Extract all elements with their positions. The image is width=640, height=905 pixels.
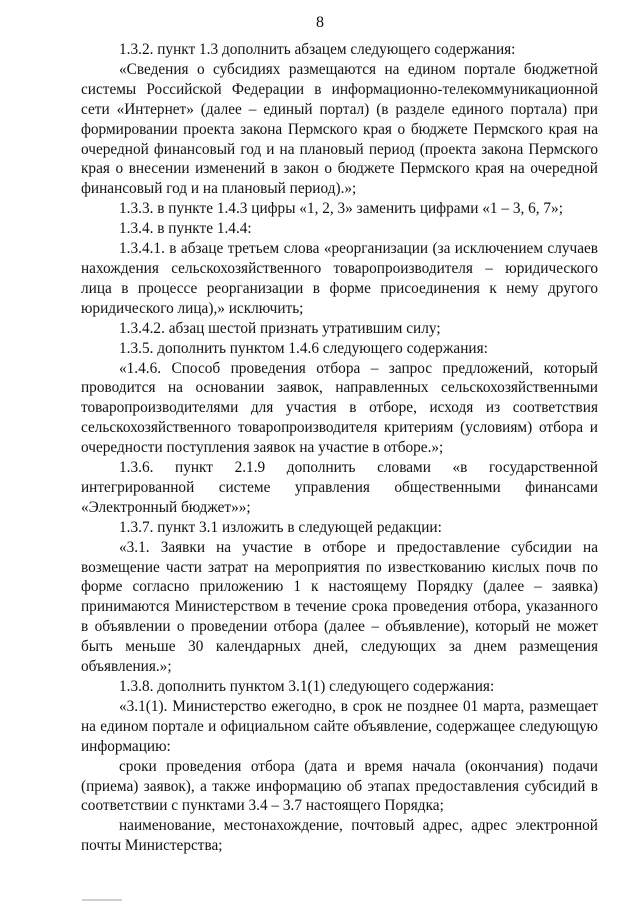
scan-edge-mark [82, 899, 122, 901]
paragraph-1-3-6: 1.3.6. пункт 2.1.9 дополнить словами «в государственной интегрированной системе управления общественными финансами «Электронный бюджет»»; [81, 459, 598, 516]
paragraph-1-3-8: 1.3.8. дополнить пунктом 3.1(1) следующего содержания: [119, 678, 495, 695]
paragraph-subsidy-info: «Сведения о субсидиях размещаются на едином портале бюджетной системы Российской Федерации в информационно-телекоммуникационной сети «Интернет» (далее – единый портал) (в разделе единого портала) при формировании проекта закона Пермского края о бюджете Пермского края на очередной финансовый год и на плановый период (проекта закона Пермского края о внесении изменений в закон о бюджете Пермского края на очередной финансовый год и на плановый период).»; [81, 60, 598, 198]
paragraph-selection-terms: сроки проведения отбора (дата и время начала (окончания) подачи (приема) заявок), а также информацию об этапах предоставления субсидий в соответствии с пунктами 3.4 – 3.7 настоящего Порядка; [81, 757, 598, 815]
paragraph-1-3-5: 1.3.5. дополнить пунктом 1.4.6 следующего содержания: [119, 339, 488, 357]
paragraph-1-3-4-2: 1.3.4.2. абзац шестой признать утратившим силу; [119, 319, 441, 337]
paragraph-3-1: «3.1. Заявки на участие в отборе и предоставление субсидии на возмещение части затрат на мероприятия по известкованию кислых почв по форме согласно приложению 1 к настоящему Порядку (далее – заявка) принимаются Министерством в течение срока проведения отбора, указанного в объявлении о проведении отбора (далее – объявление), который не может быть меньше 30 календарных дней, следующих за днем размещения объявления.»; [81, 538, 598, 676]
paragraph-1-4-6: «1.4.6. Способ проведения отбора – запрос предложений, который проводится на основании заявок, направленных сельскохозяйственными товаропроизводителями для участия в отборе, исходя из соответствия сельскохозяйственного товаропроизводителя критериям (условиям) отбора и очередности поступления заявок на участие в отборе.»; [81, 359, 598, 457]
paragraph-1-3-4: 1.3.4. в пункте 1.4.4: [119, 220, 252, 238]
page-number: 8 [316, 14, 324, 31]
paragraph-3-1-1: «3.1(1). Министерство ежегодно, в срок не позднее 01 марта, размещает на едином портале и официальном сайте объявление, содержащее следующую информацию: [81, 697, 598, 755]
document-body [81, 40, 598, 856]
paragraph-1-3-2: 1.3.2. пункт 1.3 дополнить абзацем следующего содержания: [119, 41, 516, 58]
paragraph-1-3-3: 1.3.3. в пункте 1.4.3 цифры «1, 2, 3» заменить цифрами «1 – 3, 6, 7»; [119, 200, 563, 218]
paragraph-1-3-4-1: 1.3.4.1. в абзаце третьем слова «реорганизации (за исключением случаев нахождения сельскохозяйственного товаропроизводителя – юридического лица в процессе реорганизации в форме присоединения к нему другого юридического лица),» исключить; [81, 240, 598, 317]
paragraph-ministry-contacts: наименование, местонахождение, почтовый адрес, адрес электронной почты Министерства; [81, 817, 598, 855]
paragraph-1-3-7: 1.3.7. пункт 3.1 изложить в следующей редакции: [119, 518, 442, 536]
